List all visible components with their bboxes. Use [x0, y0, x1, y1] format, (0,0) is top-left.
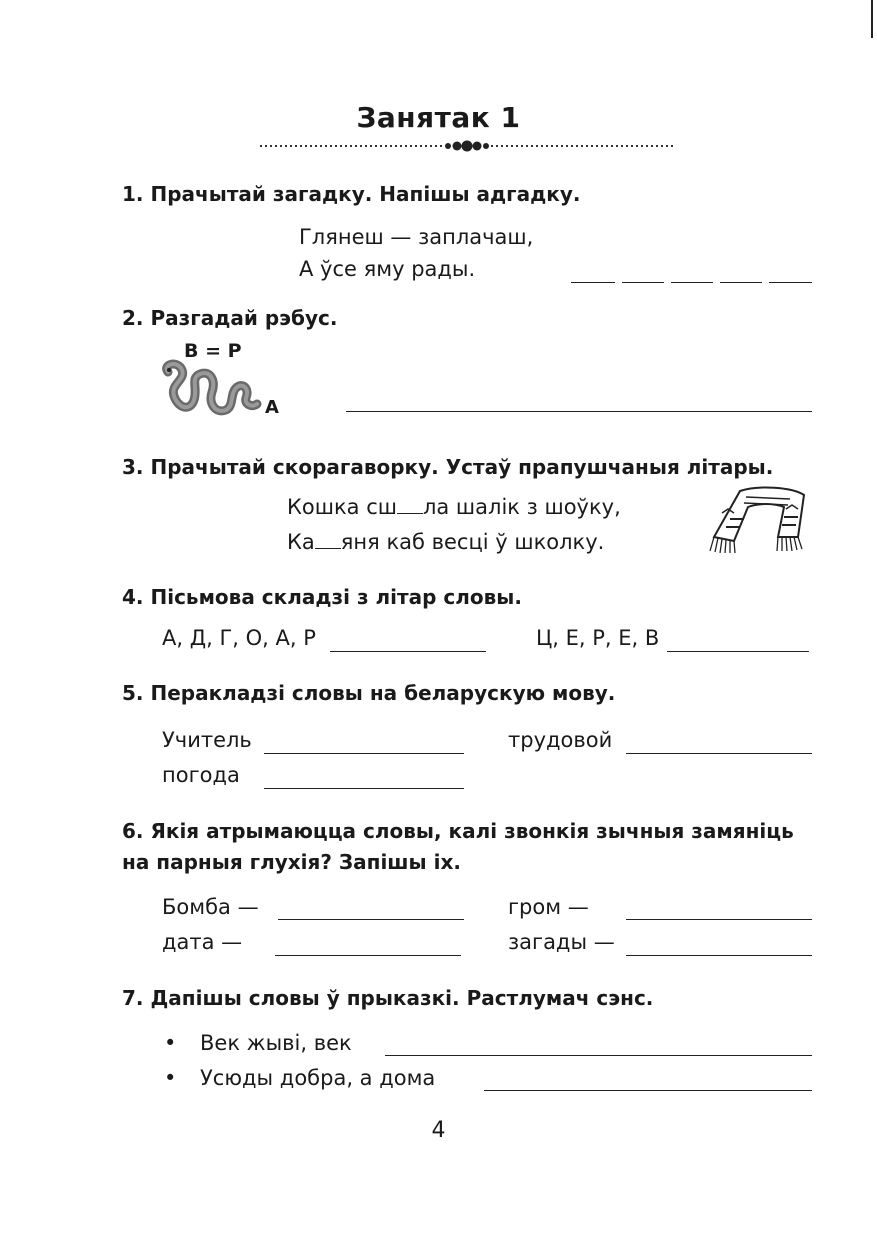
- task-3-heading: 3. Прачытай скорагаворку. Устаў прапушчаныя літары.: [122, 455, 774, 479]
- answer-letter-blank-3[interactable]: [671, 282, 713, 283]
- line1-before: Кошка сш: [287, 495, 397, 519]
- word-answer-line-2[interactable]: [667, 651, 809, 652]
- proverb-2: Усюды добра, а дома: [200, 1066, 436, 1090]
- answer-letter-blank-5[interactable]: [769, 282, 812, 283]
- translation-line-2[interactable]: [626, 753, 812, 754]
- task-2-heading: 2. Разгадай рэбус.: [122, 306, 338, 330]
- task-5-heading: 5. Перакладзі словы на беларускую мову.: [122, 681, 616, 705]
- task-4-heading: 4. Пісьмова складзі з літар словы.: [122, 585, 522, 609]
- task-7-heading: 7. Дапішы словы ў прыказкі. Растлумач сэнс.: [122, 986, 654, 1010]
- missing-letter-blank-2[interactable]: [315, 530, 341, 549]
- voiced-word-3: дата —: [162, 930, 243, 954]
- tongue-twister-line-1: [287, 495, 621, 519]
- word-answer-line-1[interactable]: [330, 651, 486, 652]
- rebus-rule: В = Р: [184, 340, 242, 362]
- rebus-answer-line[interactable]: [346, 411, 812, 412]
- letters-set-2: Ц, Е, Р, Е, В: [536, 626, 660, 650]
- voiceless-answer-line-2[interactable]: [626, 919, 812, 920]
- line1-after: ла шалік з шоўку,: [422, 495, 621, 519]
- translate-word-2: трудовой: [508, 728, 613, 752]
- line2-before: Ка: [287, 530, 315, 554]
- line2-after: яня каб весці ў школку.: [340, 530, 605, 554]
- task-6-heading-line-2: на парныя глухія? Запішы іх.: [122, 850, 461, 874]
- scarf-icon: [700, 485, 810, 557]
- proverb-1: Век жыві, век: [200, 1031, 352, 1055]
- ornament-divider-icon: [258, 138, 676, 154]
- riddle-line-1: Глянеш — заплачаш,: [299, 225, 534, 249]
- page-number: 4: [431, 1118, 446, 1143]
- proverb-answer-line-2[interactable]: [484, 1090, 812, 1091]
- voiced-word-4: загады —: [508, 930, 615, 954]
- voiceless-answer-line-3[interactable]: [275, 955, 461, 956]
- task-1-heading: 1. Прачытай загадку. Напішы адгадку.: [122, 182, 581, 206]
- page-edge-mark: [871, 0, 873, 38]
- answer-letter-blank-1[interactable]: [571, 282, 615, 283]
- rebus-letter: А: [265, 397, 279, 418]
- missing-letter-blank-1[interactable]: [397, 495, 423, 514]
- answer-letter-blank-4[interactable]: [720, 282, 762, 283]
- translate-word-3: погода: [162, 763, 240, 787]
- answer-letter-blank-2[interactable]: [622, 282, 664, 283]
- translation-line-3[interactable]: [264, 788, 464, 789]
- voiced-word-1: Бомба —: [162, 895, 259, 919]
- proverb-answer-line-1[interactable]: [385, 1055, 812, 1056]
- bullet-2: •: [164, 1066, 177, 1090]
- translation-line-1[interactable]: [264, 753, 464, 754]
- tongue-twister-line-2: [287, 530, 604, 554]
- bullet-1: •: [164, 1031, 177, 1055]
- voiceless-answer-line-4[interactable]: [626, 955, 812, 956]
- voiced-word-2: гром —: [508, 895, 589, 919]
- letters-set-1: А, Д, Г, О, А, Р: [162, 626, 316, 650]
- page-title: Занятак 1: [356, 101, 521, 134]
- voiceless-answer-line-1[interactable]: [278, 919, 464, 920]
- riddle-line-2: А ўсе яму рады.: [299, 257, 476, 281]
- task-6-heading-line-1: 6. Якія атрымаюцца словы, калі звонкія зычныя замяніць: [122, 819, 794, 843]
- snake-icon: [160, 362, 260, 420]
- translate-word-1: Учитель: [162, 728, 252, 752]
